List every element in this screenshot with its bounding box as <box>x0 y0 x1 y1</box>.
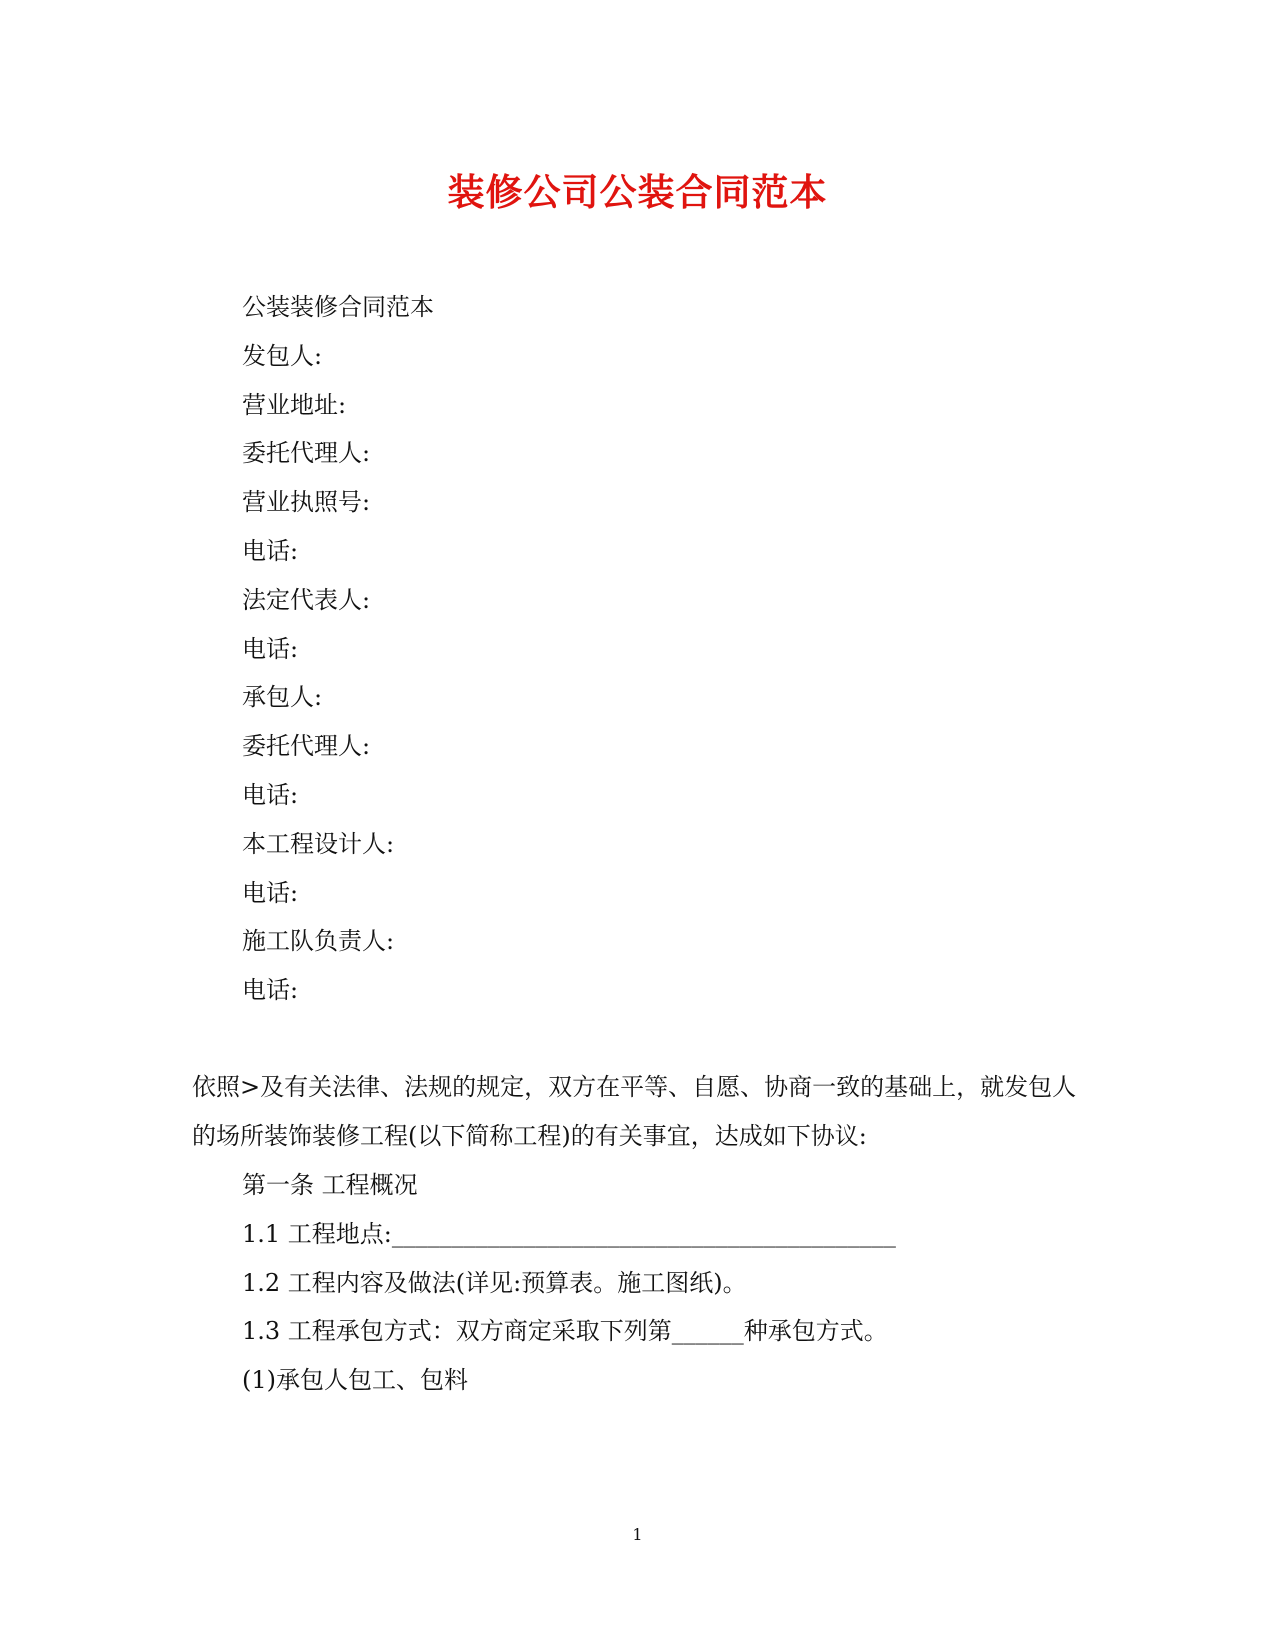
field-phone: 电话: <box>242 976 299 1005</box>
field-contractor: 承包人: <box>242 683 323 712</box>
field-business-address: 营业地址: <box>242 390 347 419</box>
contract-subtitle: 公装装修合同范本 <box>242 293 434 321</box>
field-construction-lead: 施工队负责人: <box>242 927 395 956</box>
field-employer: 发包人: <box>242 341 323 370</box>
clause-item: 1.1 工程地点:__________________________________________ <box>242 1219 896 1248</box>
page-number: 1 <box>632 1525 643 1544</box>
field-agent: 委托代理人: <box>242 732 371 761</box>
clause-item: 1.2 工程内容及做法(详见:预算表。施工图纸)。 <box>242 1268 747 1297</box>
field-phone: 电话: <box>242 634 299 663</box>
field-agent: 委托代理人: <box>242 439 371 468</box>
field-legal-representative: 法定代表人: <box>242 585 371 614</box>
field-phone: 电话: <box>242 878 299 907</box>
field-phone: 电话: <box>242 536 299 565</box>
intro-paragraph: 依照>及有关法律、法规的规定，双方在平等、自愿、协商一致的基础上，就发包人的场所装饰装修工程(以下简称工程)的有关事宜，达成如下协议: <box>192 1073 1077 1150</box>
field-phone: 电话: <box>242 780 299 809</box>
field-business-license: 营业执照号: <box>242 488 371 517</box>
contract-body <box>192 1063 1082 1405</box>
clause-item: (1)承包人包工、包料 <box>242 1366 468 1395</box>
document-title: 装修公司公装合同范本 <box>447 170 828 214</box>
clause-heading: 第一条 工程概况 <box>242 1171 418 1199</box>
clause-item: 1.3 工程承包方式：双方商定采取下列第______种承包方式。 <box>242 1317 888 1346</box>
field-designer: 本工程设计人: <box>242 829 395 858</box>
party-info-fields <box>242 283 1042 1015</box>
